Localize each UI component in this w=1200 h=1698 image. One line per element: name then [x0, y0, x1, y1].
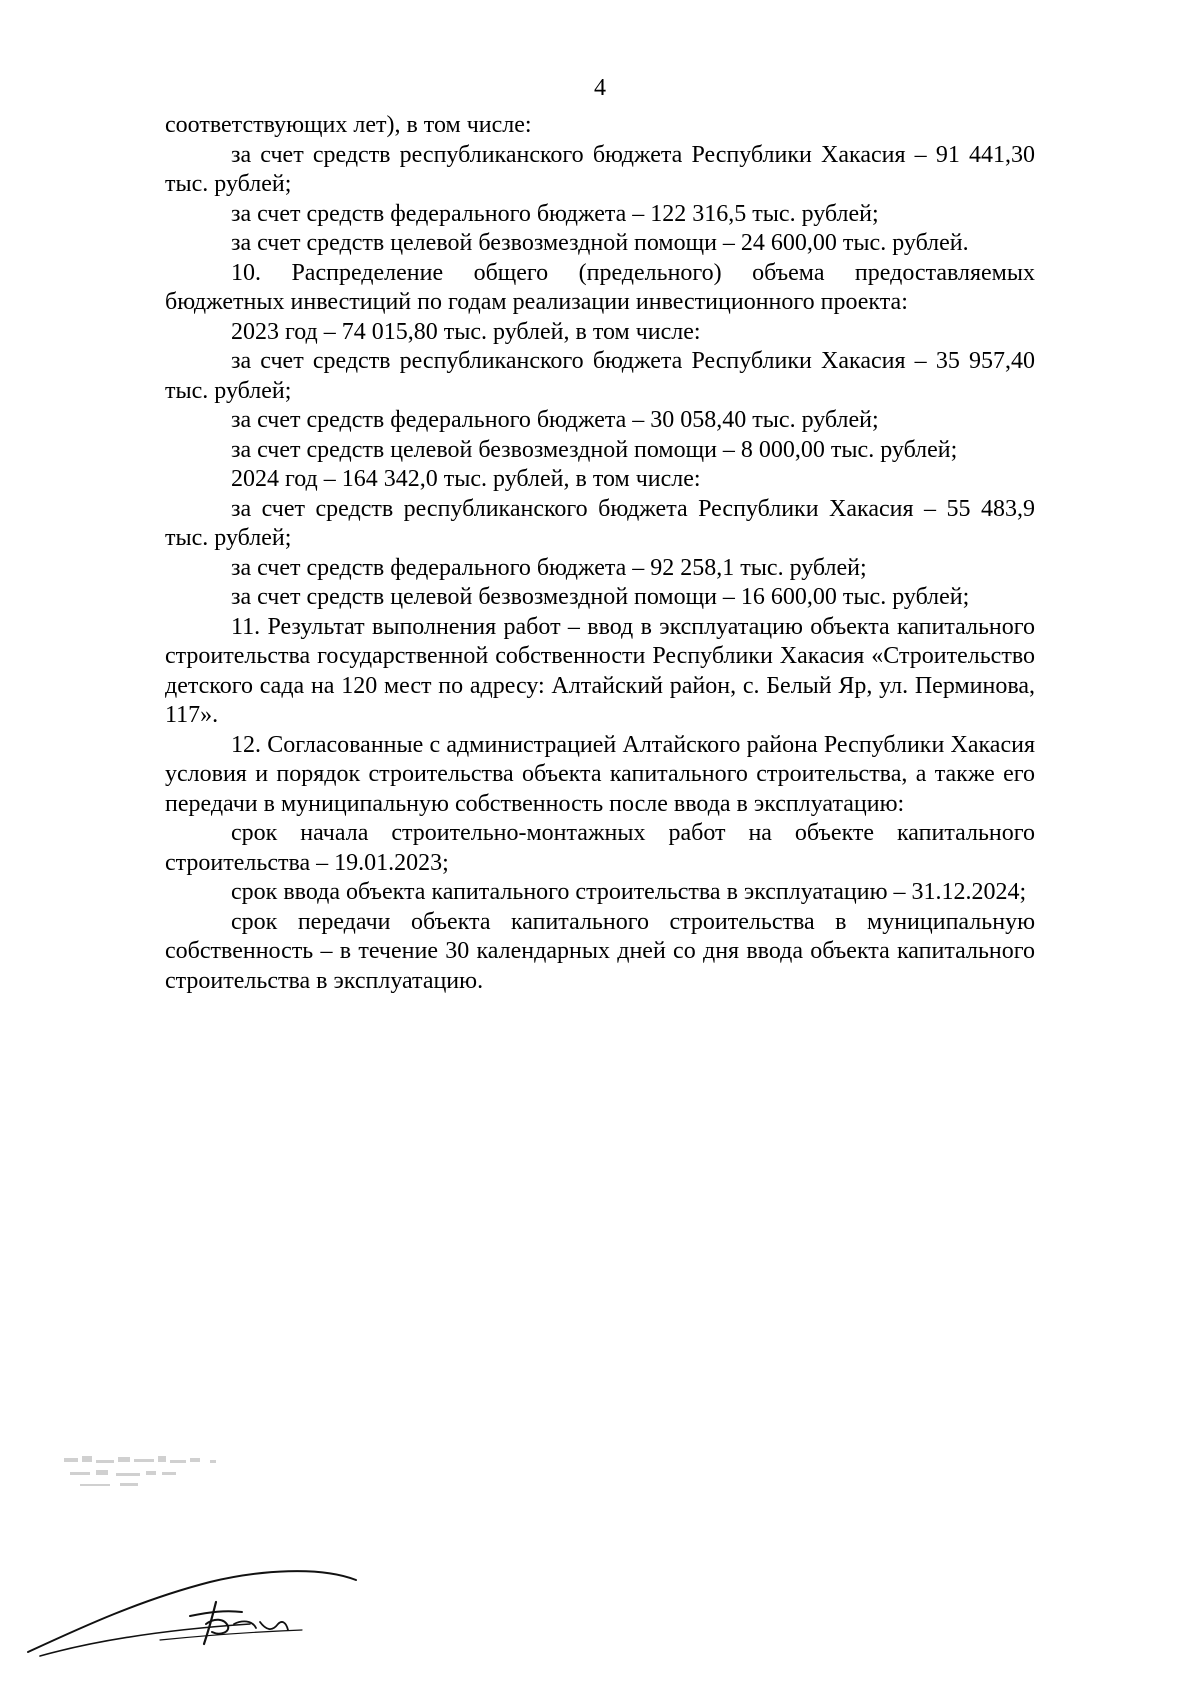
document-body [165, 111, 1035, 996]
paragraph-targeted-aid-total: за счет средств целевой безвозмездной помощи – 24 600,00 тыс. рублей. [231, 230, 969, 256]
paragraph-2023-federal-budget: за счет средств федерального бюджета – 30 058,40 тыс. рублей; [231, 407, 879, 433]
paragraph-year-2024: 2024 год – 164 342,0 тыс. рублей, в том числе: [231, 466, 701, 492]
paragraph-2023-targeted-aid: за счет средств целевой безвозмездной помощи – 8 000,00 тыс. рублей; [231, 436, 958, 463]
paragraph-year-2023: 2023 год – 74 015,80 тыс. рублей, в том числе: [231, 318, 701, 345]
paragraph-item-12: 12. Согласованные с администрацией Алтайского района Республики Хакасия условия и порядок строительства объекта капитального строительства, а также его передачи в муниципальную собственность после ввода в эксплуатацию: [165, 731, 1035, 817]
paragraph-item-10: 10. Распределение общего (предельного) объема предоставляемых бюджетных инвестиций по годам реализации инвестиционного проекта: [165, 259, 1035, 315]
paragraph-federal-budget-total: за счет средств федерального бюджета – 122 316,5 тыс. рублей; [231, 200, 879, 227]
paragraph-commissioning-date: срок ввода объекта капитального строительства в эксплуатацию – 31.12.2024; [231, 879, 1027, 905]
faint-stamp-mark [60, 1448, 260, 1498]
page-number: 4 [594, 75, 606, 101]
handwritten-signature [20, 1520, 380, 1670]
paragraph-2024-federal-budget: за счет средств федерального бюджета – 92 258,1 тыс. рублей; [231, 554, 867, 581]
paragraph-republic-budget-total: за счет средств республиканского бюджета Республики Хакасия – 91 441,30 тыс. рублей; [165, 141, 1035, 197]
paragraph-transfer-term: срок передачи объекта капитального строительства в муниципальную собственность – в течение 30 календарных дней со дня ввода объекта капитального строительства в эксплуатацию. [165, 908, 1035, 994]
paragraph-2023-republic-budget: за счет средств республиканского бюджета Республики Хакасия – 35 957,40 тыс. рублей; [165, 348, 1035, 404]
paragraph-2024-republic-budget: за счет средств республиканского бюджета Республики Хакасия – 55 483,9 тыс. рублей; [165, 495, 1035, 551]
signature-area [20, 1440, 380, 1680]
paragraph-construction-start: срок начала строительно-монтажных работ на объекте капитального строительства – 19.01.2023; [165, 820, 1035, 876]
paragraph-2024-targeted-aid: за счет средств целевой безвозмездной помощи – 16 600,00 тыс. рублей; [231, 584, 970, 610]
paragraph-continuation: соответствующих лет), в том числе: [165, 112, 532, 138]
paragraph-item-11: 11. Результат выполнения работ – ввод в эксплуатацию объекта капитального строительства государственной собственности Республики Хакасия «Строительство детского сада на 120 мест по адресу: Алтайский район, с. Белый Яр, ул. Перминова, 117». [165, 613, 1035, 728]
